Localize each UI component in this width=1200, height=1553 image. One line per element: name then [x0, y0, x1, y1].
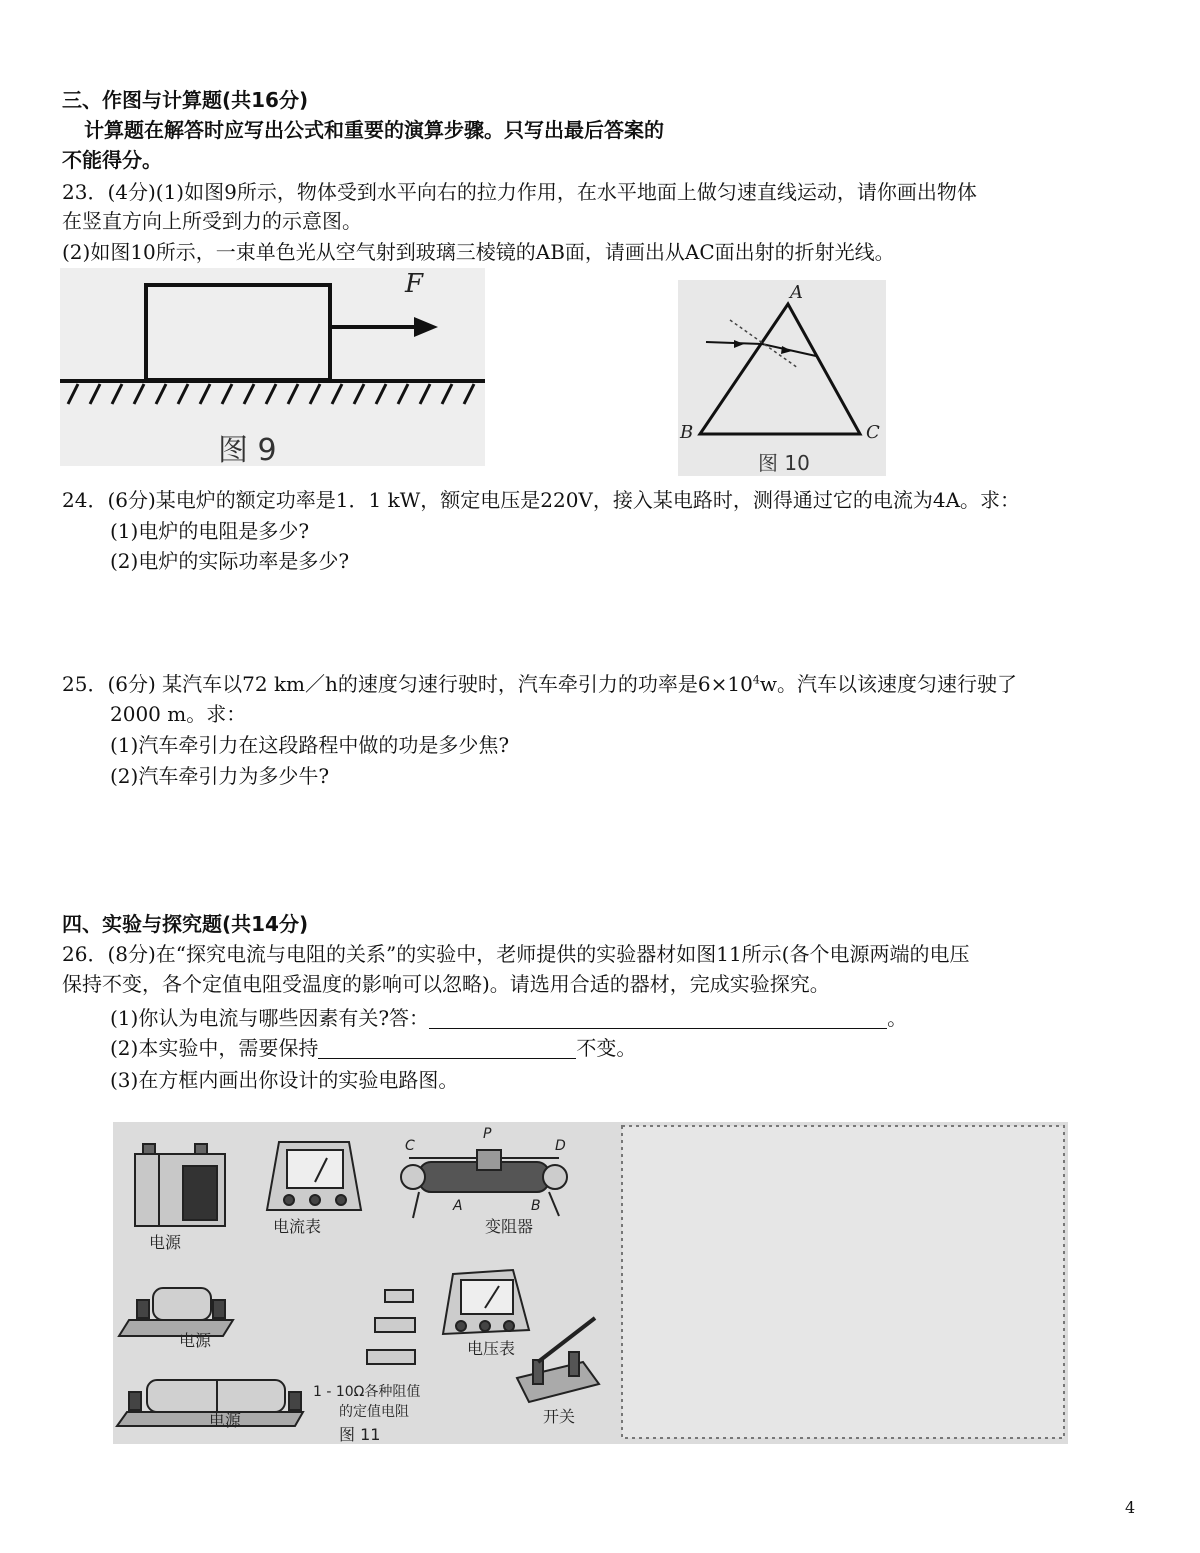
switch-label: 开关	[543, 1407, 576, 1426]
rheostat-terminal-d: D	[555, 1138, 566, 1154]
q25-line1-text-cont: w。汽车以该速度匀速行驶了	[759, 672, 1017, 696]
q25-line1-text: 25．(6分) 某汽车以72 km／h的速度匀速行驶时，汽车牵引力的功率是6×10	[62, 672, 753, 696]
figure-9	[60, 268, 485, 466]
power-label-3: 电源	[209, 1411, 242, 1430]
force-label: F	[405, 269, 424, 299]
figure-10	[678, 280, 886, 476]
section4-title: 四、实验与探究题(共14分)	[62, 912, 309, 936]
q26-line2: 保持不变，各个定值电阻受温度的影响可以忽略)。请选用合适的器材，完成实验探究。	[62, 972, 830, 996]
circuit-drawing-box[interactable]	[622, 1126, 1064, 1438]
q26-sub2	[110, 1034, 636, 1062]
voltmeter-icon	[443, 1270, 529, 1334]
answer-blank-2[interactable]	[318, 1036, 576, 1059]
q26-sub2-end: 不变。	[576, 1036, 637, 1060]
figure-11	[113, 1122, 1068, 1444]
q25-sub2: (2)汽车牵引力为多少牛?	[110, 764, 330, 788]
voltmeter-label: 电压表	[467, 1339, 516, 1358]
rheostat-terminal-p: P	[483, 1126, 492, 1142]
q23-line1: 23．(4分)(1)如图9所示，物体受到水平向右的拉力作用，在水平地面上做匀速直线运动，请你画出物体	[62, 180, 977, 204]
fig10-caption: 图 10	[758, 451, 810, 475]
rheostat-terminal-c: C	[405, 1138, 415, 1154]
power-label-2: 电源	[179, 1331, 212, 1350]
q26-sub3: (3)在方框内画出你设计的实验电路图。	[110, 1068, 459, 1092]
q23-line2: 在竖直方向上所受到力的示意图。	[62, 209, 362, 233]
q26-sub1-end: 。	[887, 1006, 908, 1030]
battery-pack-icon	[135, 1144, 225, 1226]
fig9-caption: 图 9	[218, 433, 277, 466]
fig11-caption: 图 11	[339, 1425, 381, 1444]
section3-title: 三、作图与计算题(共16分)	[62, 88, 309, 112]
q23-line3: (2)如图10所示，一束单色光从空气射到玻璃三棱镜的AB面，请画出从AC面出射的折射光线。	[62, 240, 895, 264]
ammeter-label: 电流表	[273, 1217, 322, 1236]
vertex-c: C	[866, 422, 880, 443]
rheostat-label: 变阻器	[485, 1217, 534, 1236]
q24-sub1: (1)电炉的电阻是多少?	[110, 519, 310, 543]
vertex-a: A	[790, 282, 803, 303]
ammeter-icon	[267, 1142, 361, 1210]
q25-line2: 2000 m。求：	[110, 702, 247, 726]
answer-blank-1[interactable]	[429, 1006, 887, 1029]
section3-note-cont: 不能得分。	[62, 148, 162, 172]
section3-note: 计算题在解答时应写出公式和重要的演算步骤。只写出最后答案的	[84, 118, 664, 142]
q24-sub2: (2)电炉的实际功率是多少?	[110, 549, 350, 573]
vertex-b: B	[680, 422, 694, 443]
q26-sub1-text: (1)你认为电流与哪些因素有关?答：	[110, 1006, 430, 1030]
q25-exponent: 4	[752, 673, 760, 687]
q26-sub1	[110, 1004, 907, 1032]
q26-line1: 26．(8分)在“探究电流与电阻的关系”的实验中，老师提供的实验器材如图11所示(各个电源两端的电压	[62, 942, 970, 966]
resistors-label-2: 的定值电阻	[339, 1404, 409, 1420]
q26-sub2-text: (2)本实验中，需要保持	[110, 1036, 319, 1060]
q25-line1	[62, 670, 1017, 698]
page-number: 4	[1125, 1498, 1136, 1517]
rheostat-terminal-b: B	[531, 1198, 541, 1214]
q25-sub1: (1)汽车牵引力在这段路程中做的功是多少焦?	[110, 733, 510, 757]
power-label-1: 电源	[149, 1233, 182, 1252]
resistors-label-1: 1 - 10Ω各种阻值	[313, 1384, 421, 1400]
q24-line1: 24．(6分)某电炉的额定功率是1．1 kW，额定电压是220V，接入某电路时，测得通过它的电流为4A。求：	[62, 488, 1021, 512]
rheostat-terminal-a: A	[453, 1198, 463, 1214]
